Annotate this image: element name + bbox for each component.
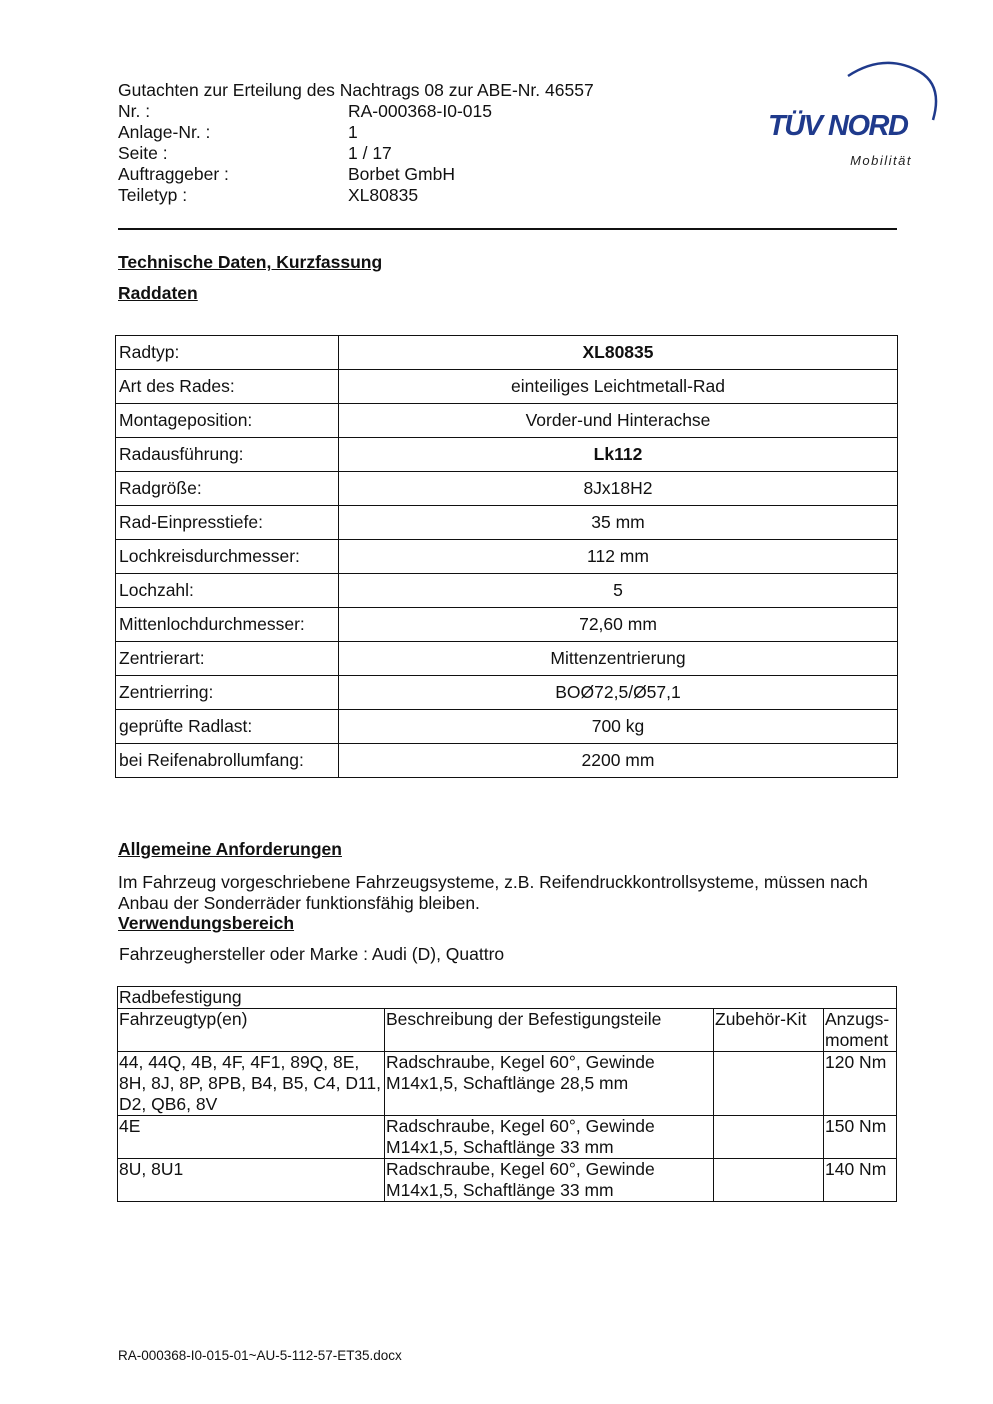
- vehicle-types: 4E: [118, 1116, 385, 1159]
- usage-manufacturer: Fahrzeughersteller oder Marke : Audi (D), Quattro: [119, 944, 505, 964]
- col-header: Anzugs-moment: [824, 1009, 897, 1052]
- wheel-row: [116, 506, 898, 540]
- accessory-kit: [714, 1052, 824, 1116]
- wheel-row: [116, 642, 898, 676]
- document-header: [118, 80, 594, 206]
- col-header: Fahrzeugtyp(en): [118, 1009, 385, 1052]
- col-header: Beschreibung der Befestigungsteile: [385, 1009, 714, 1052]
- wheel-row: [116, 676, 898, 710]
- tuv-nord-logo: [760, 58, 940, 173]
- wheel-row: [116, 608, 898, 642]
- heading-usage-range: Verwendungsbereich: [118, 913, 295, 933]
- header-divider: [118, 228, 897, 230]
- wheel-row: [116, 744, 898, 778]
- field-label: Teiletyp :: [118, 185, 188, 205]
- logo-subtitle: Mobilität: [850, 153, 912, 168]
- field-value: 1: [348, 122, 358, 142]
- header-field-teiletyp: [118, 185, 594, 206]
- field-value: RA-000368-I0-015: [348, 101, 492, 121]
- wheel-value: 112 mm: [339, 540, 898, 574]
- tightening-torque: 140 Nm: [824, 1159, 897, 1202]
- wheel-row: [116, 438, 898, 472]
- vehicle-types: 8U, 8U1: [118, 1159, 385, 1202]
- field-value: Borbet GmbH: [348, 164, 455, 184]
- fixing-header-row: [118, 1009, 897, 1052]
- wheel-value: 5: [339, 574, 898, 608]
- wheel-value: 2200 mm: [339, 744, 898, 778]
- general-requirements-text: Im Fahrzeug vorgeschriebene Fahrzeugsysteme, z.B. Reifendruckkontrollsysteme, müssen nach Anbau der Sonderräder funktionsfähig bleiben.: [118, 872, 868, 913]
- report-title: Gutachten zur Erteilung des Nachtrags 08 zur ABE-Nr. 46557: [118, 80, 594, 100]
- wheel-label: Radausführung:: [116, 438, 339, 472]
- field-value: 1 / 17: [348, 143, 392, 163]
- fixing-description: Radschraube, Kegel 60°, Gewinde M14x1,5, Schaftlänge 33 mm: [385, 1159, 714, 1202]
- wheel-value: XL80835: [339, 336, 898, 370]
- wheel-value: Vorder-und Hinterachse: [339, 404, 898, 438]
- wheel-row: [116, 574, 898, 608]
- header-field-seite: [118, 143, 594, 164]
- field-label: Seite :: [118, 143, 168, 163]
- logo-brand: TÜV NORD: [768, 110, 908, 142]
- wheel-value: einteiliges Leichtmetall-Rad: [339, 370, 898, 404]
- wheel-label: Lochzahl:: [116, 574, 339, 608]
- wheel-label: Radtyp:: [116, 336, 339, 370]
- header-field-anlage: [118, 122, 594, 143]
- fixing-caption: Radbefestigung: [118, 987, 897, 1009]
- wheel-data-table: [115, 335, 898, 778]
- wheel-label: Lochkreisdurchmesser:: [116, 540, 339, 574]
- wheel-value: 35 mm: [339, 506, 898, 540]
- wheel-label: Zentrierring:: [116, 676, 339, 710]
- wheel-label: bei Reifenabrollumfang:: [116, 744, 339, 778]
- wheel-row: [116, 540, 898, 574]
- fixing-caption-row: [118, 987, 897, 1009]
- fixing-description: Radschraube, Kegel 60°, Gewinde M14x1,5, Schaftlänge 33 mm: [385, 1116, 714, 1159]
- fixing-description: Radschraube, Kegel 60°, Gewinde M14x1,5, Schaftlänge 28,5 mm: [385, 1052, 714, 1116]
- vehicle-types: 44, 44Q, 4B, 4F, 4F1, 89Q, 8E, 8H, 8J, 8P, 8PB, B4, B5, C4, D11, D2, QB6, 8V: [118, 1052, 385, 1116]
- wheel-label: Art des Rades:: [116, 370, 339, 404]
- fixing-row: [118, 1052, 897, 1116]
- col-header: Zubehör-Kit: [714, 1009, 824, 1052]
- field-label: Auftraggeber :: [118, 164, 229, 184]
- wheel-value: Mittenzentrierung: [339, 642, 898, 676]
- wheel-label: Mittenlochdurchmesser:: [116, 608, 339, 642]
- wheel-value: Lk112: [339, 438, 898, 472]
- wheel-value: 72,60 mm: [339, 608, 898, 642]
- footer-filename: RA-000368-I0-015-01~AU-5-112-57-ET35.docx: [118, 1348, 402, 1363]
- wheel-row: [116, 370, 898, 404]
- tightening-torque: 120 Nm: [824, 1052, 897, 1116]
- heading-general-requirements: Allgemeine Anforderungen: [118, 839, 342, 859]
- wheel-row: [116, 472, 898, 506]
- field-label: Nr. :: [118, 101, 151, 121]
- header-field-auftraggeber: [118, 164, 594, 185]
- heading-raddaten: Raddaten: [118, 283, 198, 303]
- wheel-label: geprüfte Radlast:: [116, 710, 339, 744]
- wheel-row: [116, 710, 898, 744]
- tightening-torque: 150 Nm: [824, 1116, 897, 1159]
- fixing-row: [118, 1159, 897, 1202]
- fixing-row: [118, 1116, 897, 1159]
- wheel-label: Zentrierart:: [116, 642, 339, 676]
- wheel-label: Montageposition:: [116, 404, 339, 438]
- heading-tech-data: Technische Daten, Kurzfassung: [118, 252, 383, 272]
- field-label: Anlage-Nr. :: [118, 122, 211, 142]
- accessory-kit: [714, 1159, 824, 1202]
- wheel-label: Radgröße:: [116, 472, 339, 506]
- wheel-fixing-table: [117, 986, 897, 1202]
- wheel-label: Rad-Einpresstiefe:: [116, 506, 339, 540]
- wheel-row: [116, 336, 898, 370]
- accessory-kit: [714, 1116, 824, 1159]
- header-field-nr: [118, 101, 594, 122]
- field-value: XL80835: [348, 185, 419, 205]
- wheel-row: [116, 404, 898, 438]
- wheel-value: 700 kg: [339, 710, 898, 744]
- wheel-value: BOØ72,5/Ø57,1: [339, 676, 898, 710]
- wheel-value: 8Jx18H2: [339, 472, 898, 506]
